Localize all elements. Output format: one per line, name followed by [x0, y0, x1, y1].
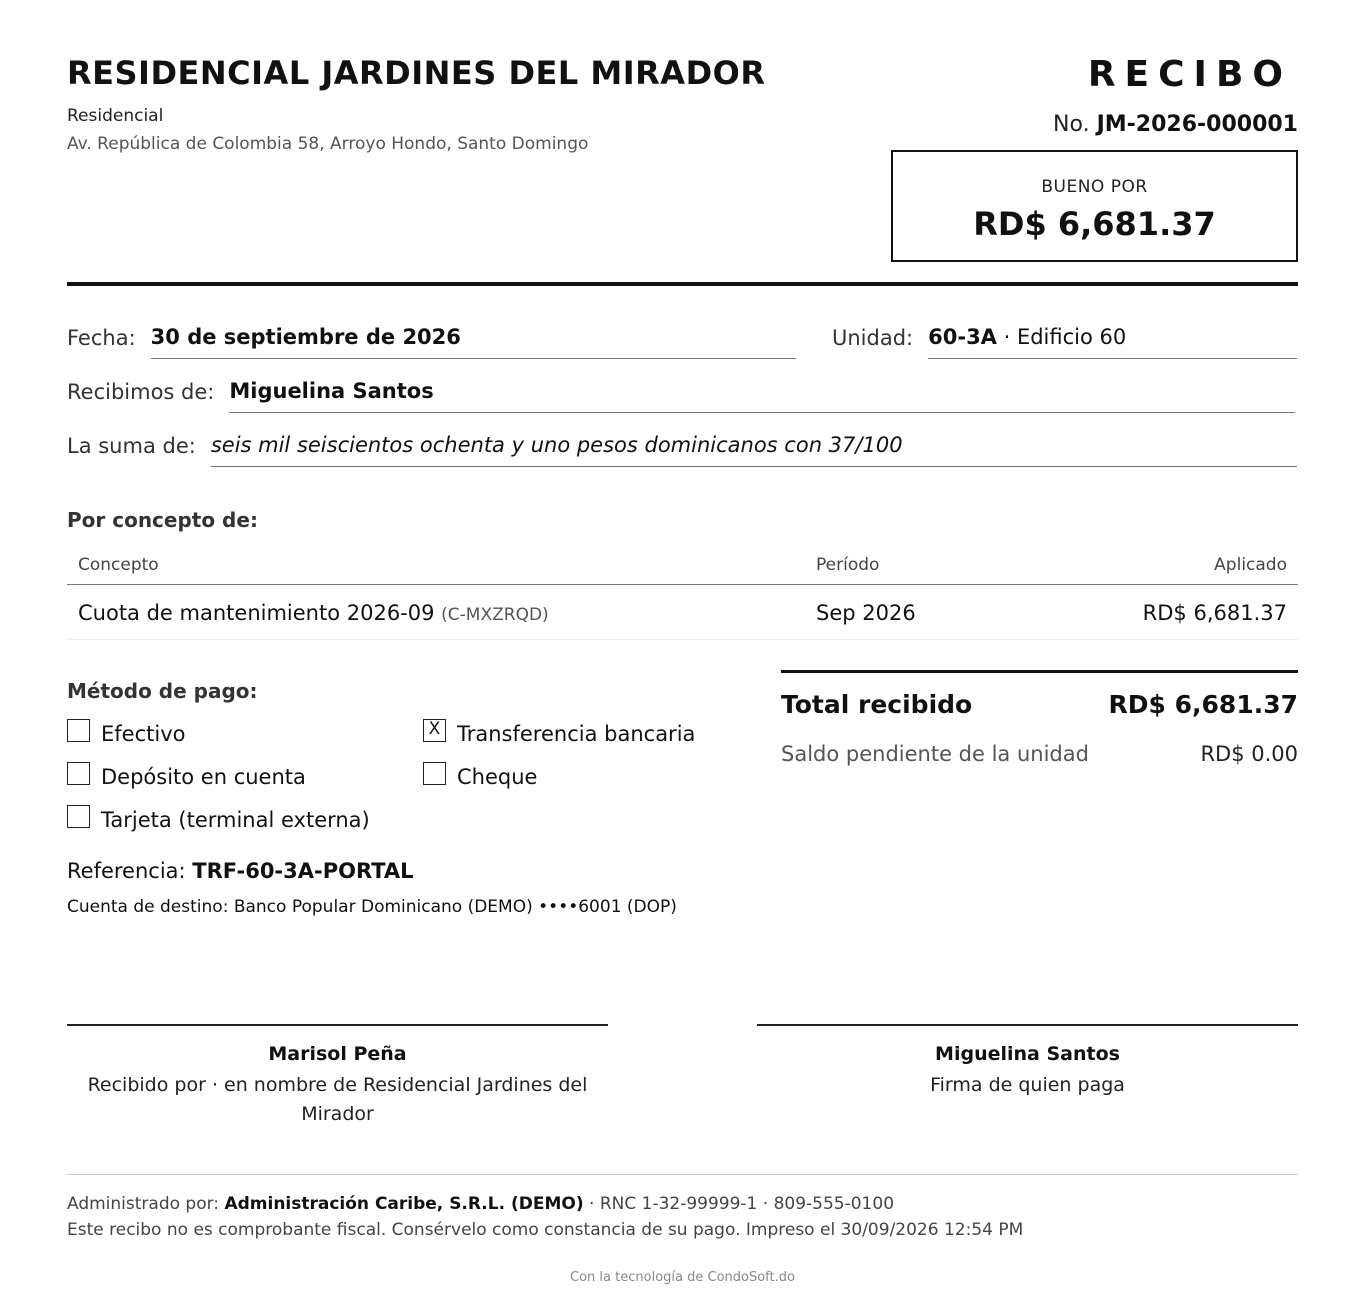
- pending-balance-label: Saldo pendiente de la unidad: [781, 742, 1089, 766]
- date-label: Fecha:: [67, 326, 136, 350]
- checkbox-cash: [67, 719, 90, 742]
- table-row: [67, 586, 1298, 640]
- row-period: Sep 2026: [816, 601, 916, 625]
- organization-address: Av. República de Colombia 58, Arroyo Hondo, Santo Domingo: [67, 134, 589, 154]
- footer-disclaimer: Este recibo no es comprobante fiscal. Consérvelo como constancia de su pago. Impreso el 30/09/2026 12:54 PM: [67, 1220, 1024, 1240]
- option-label-transfer: Transferencia bancaria: [457, 722, 696, 746]
- row-applied: RD$ 6,681.37: [1142, 601, 1287, 625]
- receipt-number-value: JM-2026-000001: [1096, 112, 1298, 137]
- header-applied: Aplicado: [1214, 555, 1287, 575]
- total-received-value: RD$ 6,681.37: [1108, 690, 1298, 719]
- payer-label: Recibimos de:: [67, 380, 215, 404]
- option-label-deposit: Depósito en cuenta: [101, 765, 306, 789]
- reference: [67, 859, 414, 883]
- payer-signature-role: Firma de quien paga: [930, 1074, 1125, 1096]
- payment-option-deposit: [67, 765, 306, 789]
- document-title: RECIBO: [1087, 54, 1292, 95]
- payment-option-cash: [67, 722, 185, 746]
- date-field: [67, 324, 796, 359]
- reference-value: TRF-60-3A-PORTAL: [192, 859, 414, 883]
- unit-field: [832, 324, 1297, 359]
- signature-receiver: [67, 1024, 608, 1129]
- pending-balance-value: RD$ 0.00: [1200, 742, 1298, 766]
- payer-value: Miguelina Santos: [229, 378, 1295, 413]
- checkbox-check: [423, 762, 446, 785]
- footer-divider: [67, 1174, 1298, 1175]
- totals-divider: [781, 670, 1298, 673]
- admin-details: · RNC 1-32-99999-1 · 809-555-0100: [583, 1194, 895, 1214]
- admin-name: Administración Caribe, S.R.L. (DEMO): [224, 1194, 584, 1214]
- payer-field: [67, 378, 1295, 413]
- checkbox-deposit: [67, 762, 90, 785]
- concepts-table-header: [67, 553, 1298, 585]
- sum-in-words: seis mil seiscientos ochenta y uno pesos dominicanos con 37/100: [211, 432, 1297, 467]
- powered-by: Con la tecnología de CondoSoft.do: [570, 1270, 795, 1285]
- header-concept: Concepto: [78, 555, 159, 575]
- option-label-cash: Efectivo: [101, 722, 186, 746]
- concepts-title: Por concepto de:: [67, 508, 258, 532]
- row-concept-text: Cuota de mantenimiento 2026-09: [78, 601, 435, 625]
- receipt: [67, 0, 1298, 1310]
- date-value: 30 de septiembre de 2026: [151, 324, 796, 359]
- destination-account: Cuenta de destino: Banco Popular Dominicano (DEMO) ••••6001 (DOP): [67, 897, 677, 917]
- pending-balance: [781, 742, 1298, 766]
- checkbox-transfer: X: [423, 719, 446, 742]
- organization-type: Residencial: [67, 106, 164, 126]
- unit-value: 60-3A: [928, 325, 997, 349]
- checkbox-card: [67, 805, 90, 828]
- total-received-label: Total recibido: [781, 690, 973, 719]
- unit-building: · Edificio 60: [996, 325, 1127, 349]
- amount-box-label: BUENO POR: [1041, 177, 1148, 197]
- payment-option-check: [423, 765, 537, 789]
- reference-label: Referencia:: [67, 859, 186, 883]
- unit-label: Unidad:: [832, 326, 914, 350]
- footer-administrator: [67, 1194, 894, 1214]
- sum-field: [67, 432, 1297, 467]
- organization-name: RESIDENCIAL JARDINES DEL MIRADOR: [67, 54, 766, 92]
- payer-signature-name: Miguelina Santos: [935, 1043, 1120, 1065]
- receiver-name: Marisol Peña: [268, 1043, 407, 1065]
- row-concept-code: (C-MXZRQD): [441, 605, 549, 625]
- payment-option-card: [67, 808, 370, 832]
- receipt-number-label: No.: [1053, 112, 1090, 137]
- receipt-number: [1053, 112, 1298, 137]
- option-label-check: Cheque: [457, 765, 538, 789]
- total-received: [781, 690, 1298, 719]
- amount-box-value: RD$ 6,681.37: [973, 205, 1216, 243]
- option-label-card: Tarjeta (terminal externa): [101, 808, 370, 832]
- receiver-role: Recibido por · en nombre de Residencial Jardines del Mirador: [87, 1074, 588, 1125]
- admin-prefix: Administrado por:: [67, 1194, 225, 1214]
- header-divider: [67, 282, 1298, 286]
- payment-option-transfer: [423, 718, 696, 746]
- row-concept: [78, 601, 549, 625]
- header-period: Período: [816, 555, 880, 575]
- sum-label: La suma de:: [67, 434, 196, 458]
- payment-method-title: Método de pago:: [67, 679, 258, 703]
- unit-value-line: [928, 324, 1297, 359]
- signature-payer: [757, 1024, 1298, 1100]
- amount-box: [891, 150, 1298, 262]
